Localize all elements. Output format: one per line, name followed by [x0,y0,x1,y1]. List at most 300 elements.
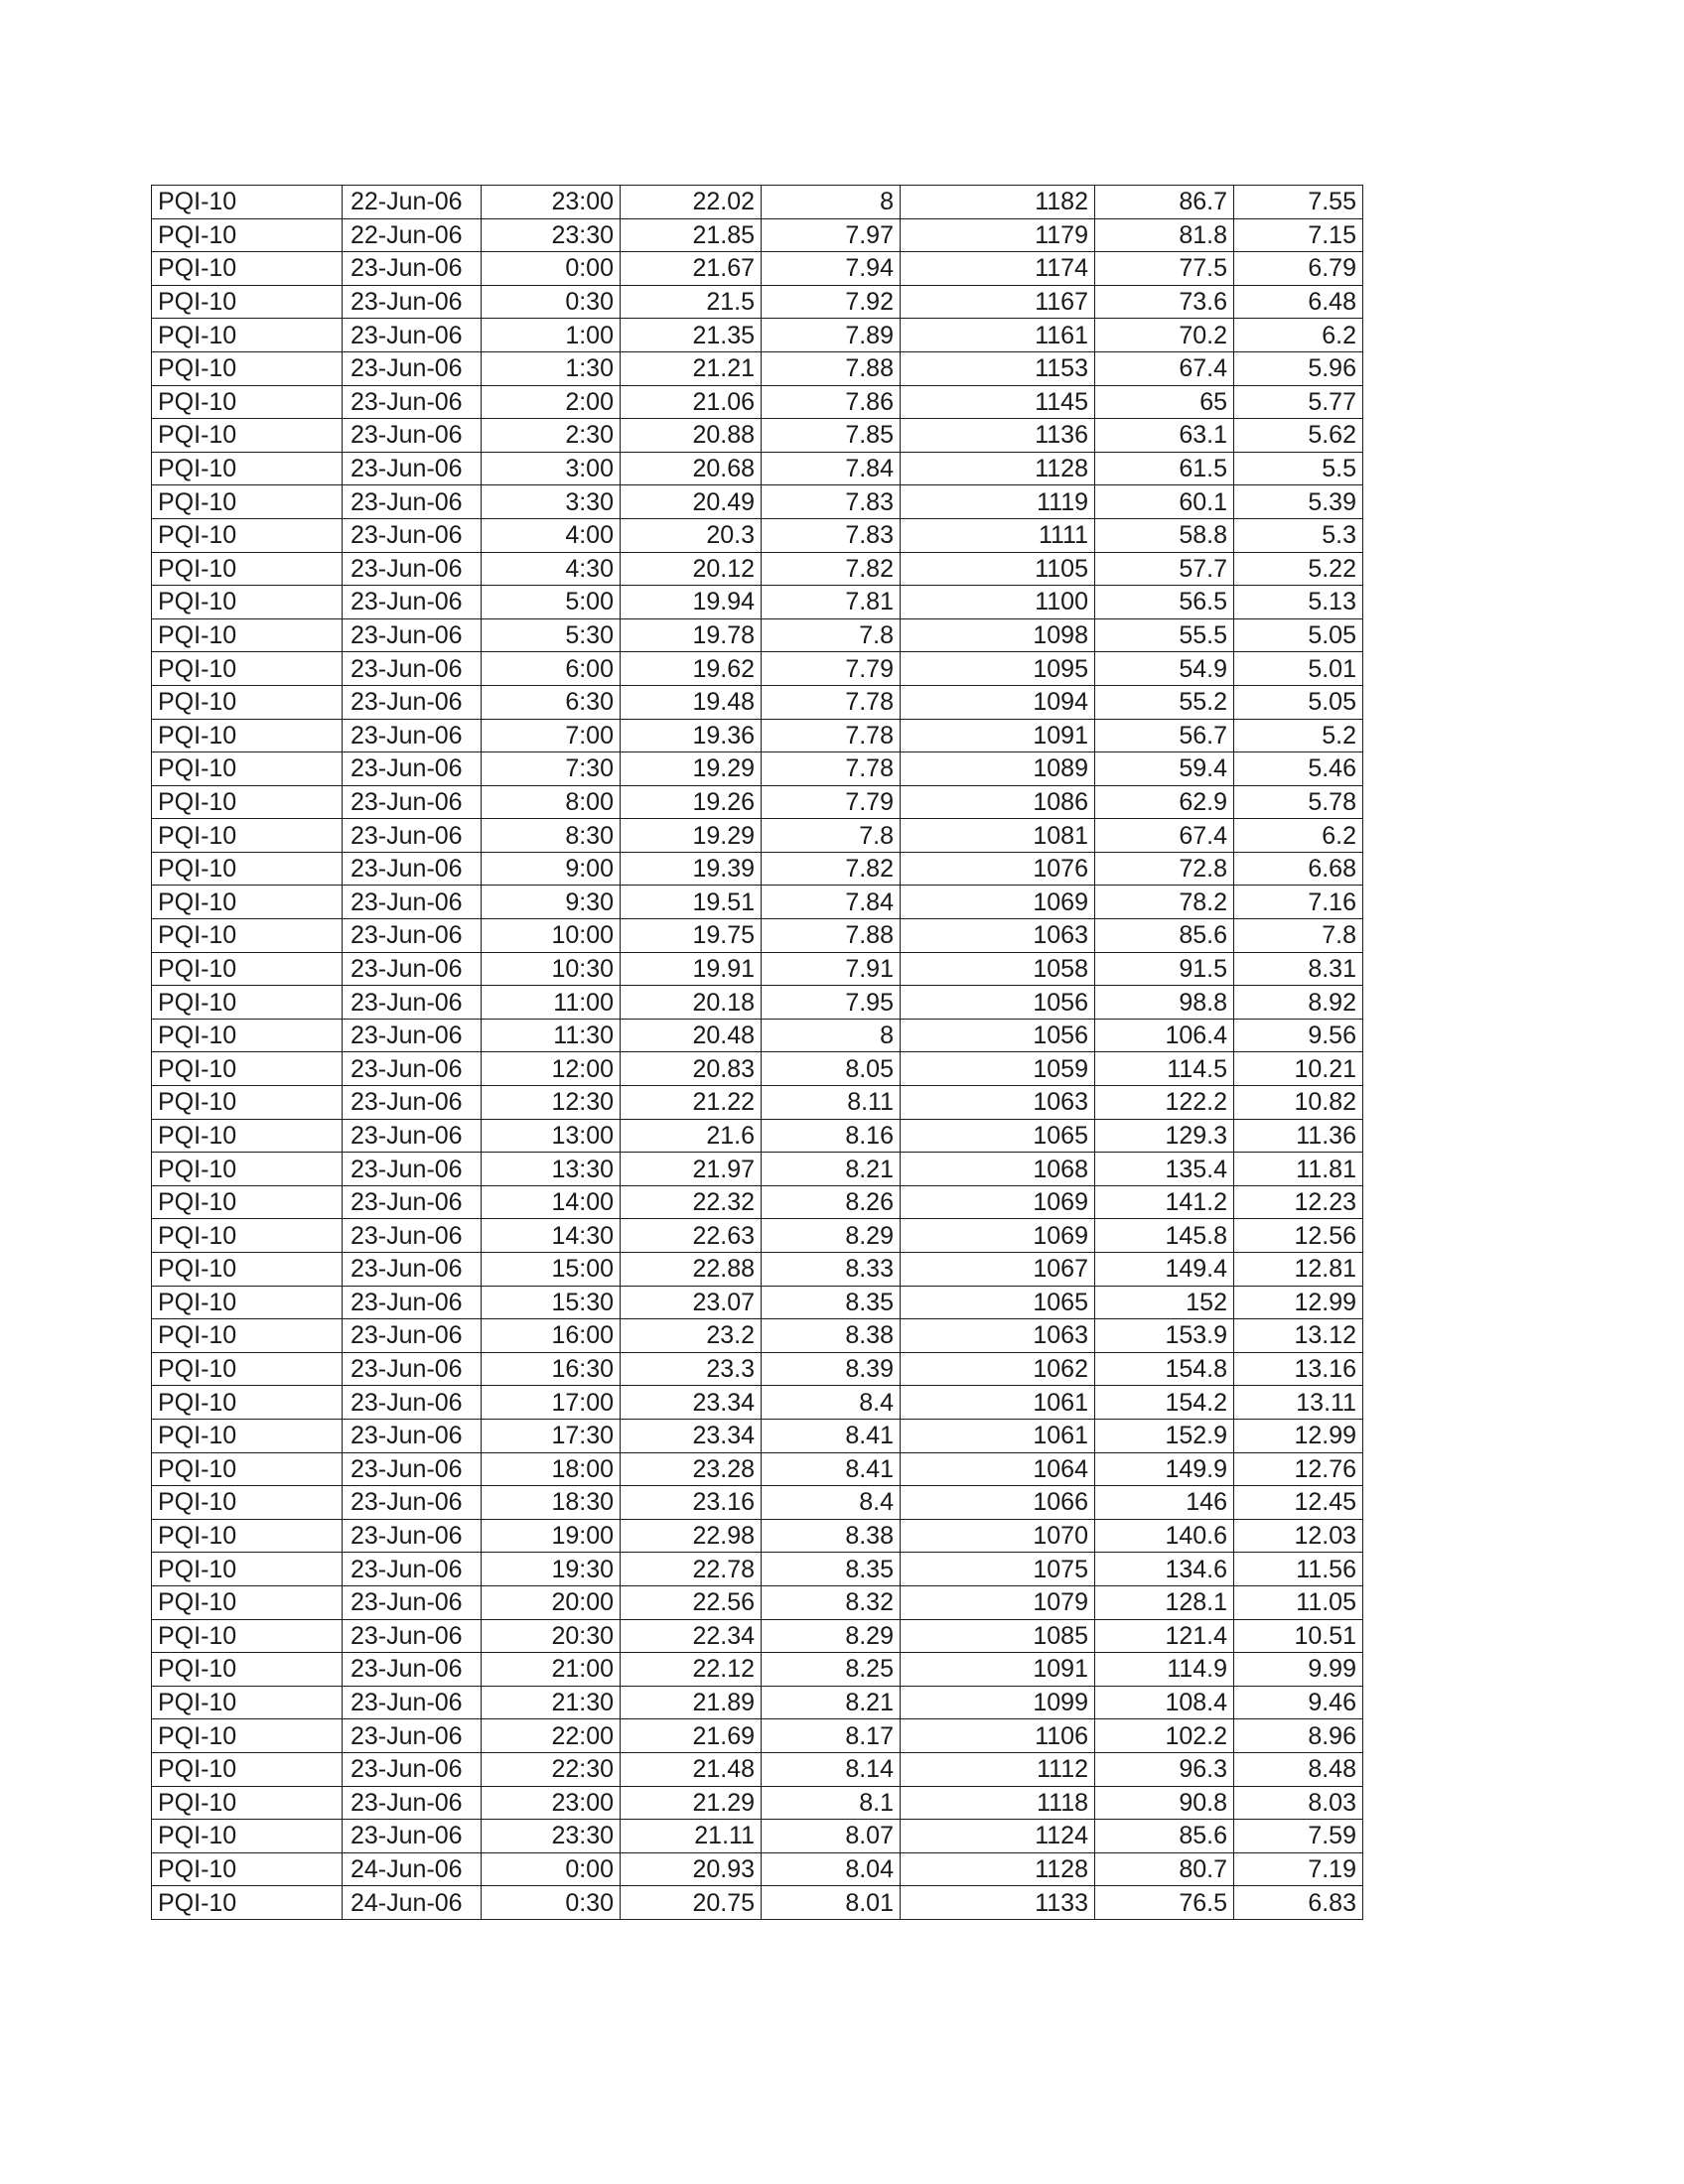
value-2-cell: 8.1 [762,1786,901,1820]
value-2-cell: 7.94 [762,252,901,286]
site-cell: PQI-10 [152,1419,343,1452]
value-3-cell: 1064 [901,1452,1095,1486]
site-cell: PQI-10 [152,1286,343,1319]
site-cell: PQI-10 [152,485,343,519]
value-3-cell: 1179 [901,218,1095,252]
value-4-cell: 67.4 [1095,819,1234,853]
value-1-cell: 21.6 [621,1119,762,1153]
value-5-cell: 8.03 [1234,1786,1363,1820]
value-5-cell: 5.01 [1234,652,1363,686]
value-1-cell: 21.06 [621,385,762,419]
value-5-cell: 8.31 [1234,952,1363,986]
value-4-cell: 129.3 [1095,1119,1234,1153]
value-5-cell: 5.22 [1234,552,1363,586]
date-cell: 23-Jun-06 [343,319,482,352]
value-2-cell: 8.29 [762,1219,901,1253]
date-cell: 23-Jun-06 [343,351,482,385]
date-cell: 23-Jun-06 [343,518,482,552]
table-row [152,1286,1363,1319]
table-row [152,1419,1363,1452]
value-4-cell: 67.4 [1095,351,1234,385]
value-4-cell: 135.4 [1095,1153,1234,1186]
site-cell: PQI-10 [152,419,343,453]
site-cell: PQI-10 [152,218,343,252]
date-cell: 23-Jun-06 [343,1052,482,1086]
time-cell: 19:30 [482,1553,621,1586]
site-cell: PQI-10 [152,518,343,552]
value-3-cell: 1085 [901,1619,1095,1653]
site-cell: PQI-10 [152,385,343,419]
date-cell: 23-Jun-06 [343,452,482,485]
time-cell: 20:00 [482,1585,621,1619]
date-cell: 23-Jun-06 [343,886,482,919]
value-3-cell: 1098 [901,618,1095,652]
time-cell: 0:30 [482,1886,621,1920]
value-5-cell: 11.56 [1234,1553,1363,1586]
site-cell: PQI-10 [152,1786,343,1820]
site-cell: PQI-10 [152,1386,343,1420]
value-3-cell: 1133 [901,1886,1095,1920]
value-2-cell: 7.84 [762,886,901,919]
site-cell: PQI-10 [152,1153,343,1186]
value-4-cell: 54.9 [1095,652,1234,686]
value-4-cell: 121.4 [1095,1619,1234,1653]
value-5-cell: 6.2 [1234,319,1363,352]
time-cell: 7:30 [482,752,621,786]
site-cell: PQI-10 [152,852,343,886]
value-5-cell: 5.77 [1234,385,1363,419]
value-5-cell: 6.79 [1234,252,1363,286]
date-cell: 23-Jun-06 [343,385,482,419]
table-row [152,218,1363,252]
value-5-cell: 12.99 [1234,1419,1363,1452]
table-row [152,351,1363,385]
value-3-cell: 1128 [901,1852,1095,1886]
site-cell: PQI-10 [152,319,343,352]
table-body [152,186,1363,1920]
value-3-cell: 1086 [901,785,1095,819]
table-row [152,385,1363,419]
site-cell: PQI-10 [152,919,343,953]
time-cell: 3:00 [482,452,621,485]
value-4-cell: 108.4 [1095,1686,1234,1719]
value-1-cell: 21.35 [621,319,762,352]
site-cell: PQI-10 [152,752,343,786]
value-3-cell: 1153 [901,351,1095,385]
value-2-cell: 7.97 [762,218,901,252]
value-5-cell: 5.78 [1234,785,1363,819]
date-cell: 23-Jun-06 [343,552,482,586]
value-1-cell: 19.48 [621,685,762,719]
value-3-cell: 1106 [901,1719,1095,1753]
value-5-cell: 5.2 [1234,719,1363,752]
date-cell: 23-Jun-06 [343,1219,482,1253]
date-cell: 23-Jun-06 [343,285,482,319]
time-cell: 21:00 [482,1653,621,1687]
site-cell: PQI-10 [152,1585,343,1619]
date-cell: 23-Jun-06 [343,1352,482,1386]
value-1-cell: 20.49 [621,485,762,519]
table-row [152,919,1363,953]
value-3-cell: 1089 [901,752,1095,786]
value-4-cell: 114.5 [1095,1052,1234,1086]
value-5-cell: 6.2 [1234,819,1363,853]
value-2-cell: 7.78 [762,719,901,752]
value-2-cell: 7.83 [762,485,901,519]
table-row [152,1319,1363,1353]
value-3-cell: 1061 [901,1419,1095,1452]
value-2-cell: 8.07 [762,1820,901,1853]
value-4-cell: 81.8 [1095,218,1234,252]
value-1-cell: 21.11 [621,1820,762,1853]
site-cell: PQI-10 [152,1619,343,1653]
value-5-cell: 12.45 [1234,1486,1363,1520]
value-3-cell: 1076 [901,852,1095,886]
value-1-cell: 21.22 [621,1086,762,1120]
site-cell: PQI-10 [152,452,343,485]
table-row [152,485,1363,519]
date-cell: 23-Jun-06 [343,1019,482,1052]
value-3-cell: 1058 [901,952,1095,986]
time-cell: 23:30 [482,1820,621,1853]
value-1-cell: 19.75 [621,919,762,953]
table-row [152,452,1363,485]
value-1-cell: 21.85 [621,218,762,252]
value-2-cell: 8.17 [762,1719,901,1753]
value-3-cell: 1069 [901,1219,1095,1253]
site-cell: PQI-10 [152,1852,343,1886]
value-1-cell: 19.78 [621,618,762,652]
value-4-cell: 60.1 [1095,485,1234,519]
value-3-cell: 1081 [901,819,1095,853]
value-3-cell: 1075 [901,1553,1095,1586]
table-row [152,1653,1363,1687]
value-3-cell: 1063 [901,1319,1095,1353]
time-cell: 5:00 [482,586,621,619]
value-1-cell: 23.34 [621,1419,762,1452]
value-2-cell: 8.35 [762,1553,901,1586]
site-cell: PQI-10 [152,1719,343,1753]
table-row [152,986,1363,1020]
value-5-cell: 7.55 [1234,186,1363,219]
time-cell: 14:30 [482,1219,621,1253]
value-1-cell: 20.48 [621,1019,762,1052]
value-3-cell: 1069 [901,886,1095,919]
value-4-cell: 149.9 [1095,1452,1234,1486]
date-cell: 23-Jun-06 [343,485,482,519]
time-cell: 7:00 [482,719,621,752]
value-2-cell: 8.29 [762,1619,901,1653]
site-cell: PQI-10 [152,886,343,919]
value-5-cell: 5.46 [1234,752,1363,786]
value-3-cell: 1112 [901,1752,1095,1786]
time-cell: 0:30 [482,285,621,319]
value-5-cell: 13.12 [1234,1319,1363,1353]
site-cell: PQI-10 [152,586,343,619]
value-3-cell: 1105 [901,552,1095,586]
value-2-cell: 7.92 [762,285,901,319]
time-cell: 20:30 [482,1619,621,1653]
value-5-cell: 5.96 [1234,351,1363,385]
value-1-cell: 20.18 [621,986,762,1020]
value-4-cell: 152.9 [1095,1419,1234,1452]
table-row [152,1585,1363,1619]
site-cell: PQI-10 [152,351,343,385]
time-cell: 17:00 [482,1386,621,1420]
time-cell: 16:00 [482,1319,621,1353]
site-cell: PQI-10 [152,1486,343,1520]
table-row [152,952,1363,986]
value-2-cell: 8.04 [762,1852,901,1886]
site-cell: PQI-10 [152,1119,343,1153]
value-4-cell: 65 [1095,385,1234,419]
value-2-cell: 7.8 [762,819,901,853]
value-5-cell: 8.48 [1234,1752,1363,1786]
value-1-cell: 23.2 [621,1319,762,1353]
value-4-cell: 56.7 [1095,719,1234,752]
value-2-cell: 7.8 [762,618,901,652]
table-row [152,1352,1363,1386]
time-cell: 22:30 [482,1752,621,1786]
value-4-cell: 153.9 [1095,1319,1234,1353]
value-4-cell: 76.5 [1095,1886,1234,1920]
value-1-cell: 22.56 [621,1585,762,1619]
time-cell: 2:30 [482,419,621,453]
date-cell: 23-Jun-06 [343,986,482,1020]
value-1-cell: 19.94 [621,586,762,619]
time-cell: 23:30 [482,218,621,252]
value-5-cell: 13.11 [1234,1386,1363,1420]
value-3-cell: 1095 [901,652,1095,686]
site-cell: PQI-10 [152,986,343,1020]
value-2-cell: 7.84 [762,452,901,485]
value-2-cell: 8.33 [762,1253,901,1287]
value-2-cell: 7.85 [762,419,901,453]
time-cell: 15:30 [482,1286,621,1319]
value-2-cell: 8.38 [762,1319,901,1353]
table-row [152,1019,1363,1052]
site-cell: PQI-10 [152,618,343,652]
value-1-cell: 21.48 [621,1752,762,1786]
site-cell: PQI-10 [152,652,343,686]
time-cell: 3:30 [482,485,621,519]
value-1-cell: 23.28 [621,1452,762,1486]
time-cell: 18:30 [482,1486,621,1520]
table-row [152,1886,1363,1920]
data-table [151,185,1363,1920]
time-cell: 10:30 [482,952,621,986]
table-row [152,852,1363,886]
value-3-cell: 1063 [901,1086,1095,1120]
value-3-cell: 1161 [901,319,1095,352]
date-cell: 23-Jun-06 [343,719,482,752]
value-3-cell: 1069 [901,1185,1095,1219]
value-3-cell: 1100 [901,586,1095,619]
value-1-cell: 19.36 [621,719,762,752]
value-4-cell: 85.6 [1095,1820,1234,1853]
site-cell: PQI-10 [152,1086,343,1120]
site-cell: PQI-10 [152,186,343,219]
table-row [152,719,1363,752]
time-cell: 23:00 [482,186,621,219]
value-4-cell: 90.8 [1095,1786,1234,1820]
table-row [152,1719,1363,1753]
value-3-cell: 1182 [901,186,1095,219]
value-4-cell: 98.8 [1095,986,1234,1020]
site-cell: PQI-10 [152,1820,343,1853]
value-4-cell: 85.6 [1095,919,1234,953]
date-cell: 22-Jun-06 [343,218,482,252]
value-3-cell: 1065 [901,1119,1095,1153]
value-1-cell: 21.89 [621,1686,762,1719]
value-1-cell: 22.32 [621,1185,762,1219]
value-3-cell: 1145 [901,385,1095,419]
site-cell: PQI-10 [152,719,343,752]
value-1-cell: 20.88 [621,419,762,453]
time-cell: 6:00 [482,652,621,686]
value-3-cell: 1062 [901,1352,1095,1386]
site-cell: PQI-10 [152,819,343,853]
value-1-cell: 19.26 [621,785,762,819]
value-4-cell: 91.5 [1095,952,1234,986]
value-5-cell: 5.62 [1234,419,1363,453]
time-cell: 13:30 [482,1153,621,1186]
table-row [152,586,1363,619]
value-5-cell: 8.96 [1234,1719,1363,1753]
value-2-cell: 7.81 [762,586,901,619]
value-4-cell: 128.1 [1095,1585,1234,1619]
date-cell: 23-Jun-06 [343,1419,482,1452]
table-row [152,285,1363,319]
value-3-cell: 1091 [901,719,1095,752]
value-5-cell: 5.39 [1234,485,1363,519]
value-2-cell: 7.86 [762,385,901,419]
value-4-cell: 73.6 [1095,285,1234,319]
date-cell: 23-Jun-06 [343,618,482,652]
value-4-cell: 96.3 [1095,1752,1234,1786]
value-1-cell: 21.5 [621,285,762,319]
date-cell: 23-Jun-06 [343,1386,482,1420]
value-4-cell: 72.8 [1095,852,1234,886]
value-3-cell: 1128 [901,452,1095,485]
value-2-cell: 8.05 [762,1052,901,1086]
site-cell: PQI-10 [152,952,343,986]
value-5-cell: 6.48 [1234,285,1363,319]
value-2-cell: 8.25 [762,1653,901,1687]
value-2-cell: 7.78 [762,752,901,786]
value-2-cell: 7.82 [762,552,901,586]
date-cell: 23-Jun-06 [343,1185,482,1219]
time-cell: 0:00 [482,1852,621,1886]
value-2-cell: 8.26 [762,1185,901,1219]
time-cell: 19:00 [482,1519,621,1553]
date-cell: 23-Jun-06 [343,685,482,719]
value-3-cell: 1111 [901,518,1095,552]
date-cell: 23-Jun-06 [343,1519,482,1553]
value-5-cell: 9.99 [1234,1653,1363,1687]
date-cell: 23-Jun-06 [343,1086,482,1120]
value-3-cell: 1067 [901,1253,1095,1287]
value-1-cell: 23.3 [621,1352,762,1386]
date-cell: 23-Jun-06 [343,1253,482,1287]
value-4-cell: 154.8 [1095,1352,1234,1386]
value-1-cell: 20.93 [621,1852,762,1886]
value-5-cell: 5.05 [1234,618,1363,652]
value-2-cell: 8.21 [762,1153,901,1186]
time-cell: 18:00 [482,1452,621,1486]
table-row [152,1820,1363,1853]
value-1-cell: 20.83 [621,1052,762,1086]
time-cell: 1:30 [482,351,621,385]
value-1-cell: 19.29 [621,752,762,786]
value-5-cell: 8.92 [1234,986,1363,1020]
value-4-cell: 59.4 [1095,752,1234,786]
value-2-cell: 8 [762,1019,901,1052]
table-row [152,1686,1363,1719]
value-3-cell: 1174 [901,252,1095,286]
date-cell: 23-Jun-06 [343,1452,482,1486]
value-5-cell: 12.81 [1234,1253,1363,1287]
table-row [152,1153,1363,1186]
date-cell: 23-Jun-06 [343,1653,482,1687]
value-1-cell: 21.67 [621,252,762,286]
table-row [152,1052,1363,1086]
site-cell: PQI-10 [152,1686,343,1719]
value-5-cell: 7.16 [1234,886,1363,919]
table-row [152,1253,1363,1287]
table-row [152,685,1363,719]
value-1-cell: 21.69 [621,1719,762,1753]
value-2-cell: 7.79 [762,785,901,819]
site-cell: PQI-10 [152,1519,343,1553]
time-cell: 6:30 [482,685,621,719]
value-3-cell: 1070 [901,1519,1095,1553]
site-cell: PQI-10 [152,552,343,586]
value-5-cell: 5.13 [1234,586,1363,619]
time-cell: 12:00 [482,1052,621,1086]
value-2-cell: 8.11 [762,1086,901,1120]
date-cell: 23-Jun-06 [343,1319,482,1353]
value-1-cell: 19.91 [621,952,762,986]
table-row [152,518,1363,552]
date-cell: 23-Jun-06 [343,1752,482,1786]
value-5-cell: 7.59 [1234,1820,1363,1853]
value-4-cell: 57.7 [1095,552,1234,586]
value-4-cell: 141.2 [1095,1185,1234,1219]
date-cell: 23-Jun-06 [343,852,482,886]
value-4-cell: 145.8 [1095,1219,1234,1253]
value-1-cell: 21.97 [621,1153,762,1186]
time-cell: 8:00 [482,785,621,819]
value-3-cell: 1094 [901,685,1095,719]
time-cell: 23:00 [482,1786,621,1820]
date-cell: 23-Jun-06 [343,652,482,686]
value-3-cell: 1059 [901,1052,1095,1086]
value-3-cell: 1056 [901,986,1095,1020]
value-2-cell: 7.78 [762,685,901,719]
value-5-cell: 10.51 [1234,1619,1363,1653]
value-3-cell: 1068 [901,1153,1095,1186]
value-4-cell: 80.7 [1095,1852,1234,1886]
value-3-cell: 1099 [901,1686,1095,1719]
date-cell: 23-Jun-06 [343,1619,482,1653]
time-cell: 22:00 [482,1719,621,1753]
site-cell: PQI-10 [152,685,343,719]
time-cell: 4:00 [482,518,621,552]
value-5-cell: 12.76 [1234,1452,1363,1486]
value-4-cell: 78.2 [1095,886,1234,919]
value-4-cell: 58.8 [1095,518,1234,552]
